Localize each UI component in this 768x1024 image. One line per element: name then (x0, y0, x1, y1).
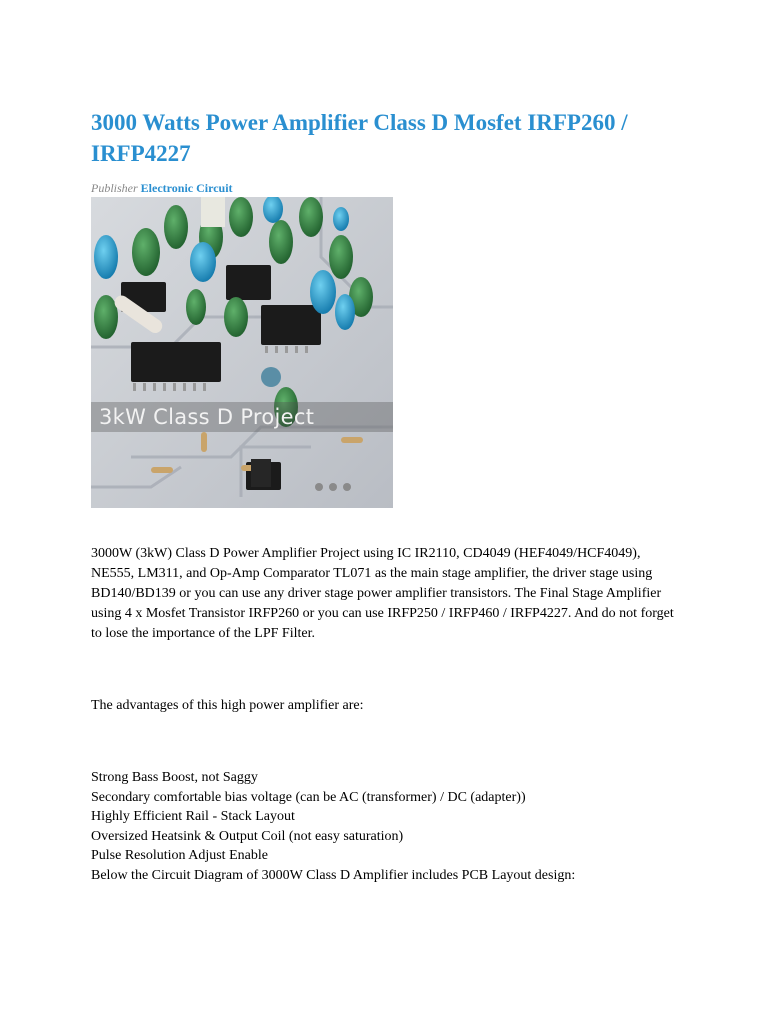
publisher-line (91, 181, 233, 195)
article-title: 3000 Watts Power Amplifier Class D Mosfet IRFP260 / IRFP4227 (91, 110, 628, 166)
list-item: Secondary comfortable bias voltage (can be AC (transformer) / DC (adapter)) (91, 789, 526, 805)
intro-paragraph: 3000W (3kW) Class D Power Amplifier Project using IC IR2110, CD4049 (HEF4049/HCF4049), NE555, LM311, and Op-Amp Comparator TL071 as the main stage amplifier, the driver stage using BD140/BD139 or you can use any driver stage power amplifier transistors. The Final Stage Amplifier using 4 x Mosfet Transistor IRFP260 or you can use IRFP250 / IRFP460 / IRFP4227. And do not forget to lose the importance of the LPF Filter. (91, 546, 674, 641)
list-item: Pulse Resolution Adjust Enable (91, 848, 268, 863)
pcb-photo-illustration (91, 197, 393, 508)
article-photo (91, 197, 393, 508)
photo-caption-band (91, 402, 393, 432)
advantages-list (91, 768, 575, 885)
list-item: Oversized Heatsink & Output Coil (not easy saturation) (91, 828, 404, 844)
publisher-link[interactable]: Electronic Circuit (140, 181, 233, 195)
list-item: Highly Efficient Rail - Stack Layout (91, 809, 295, 824)
list-item: Below the Circuit Diagram of 3000W Class D Amplifier includes PCB Layout design: (91, 867, 576, 883)
photo-caption: 3kW Class D Project (99, 405, 315, 429)
publisher-label: Publisher (91, 181, 138, 195)
list-item: Strong Bass Boost, not Saggy (91, 770, 258, 785)
advantages-heading: The advantages of this high power amplifier are: (91, 698, 364, 713)
